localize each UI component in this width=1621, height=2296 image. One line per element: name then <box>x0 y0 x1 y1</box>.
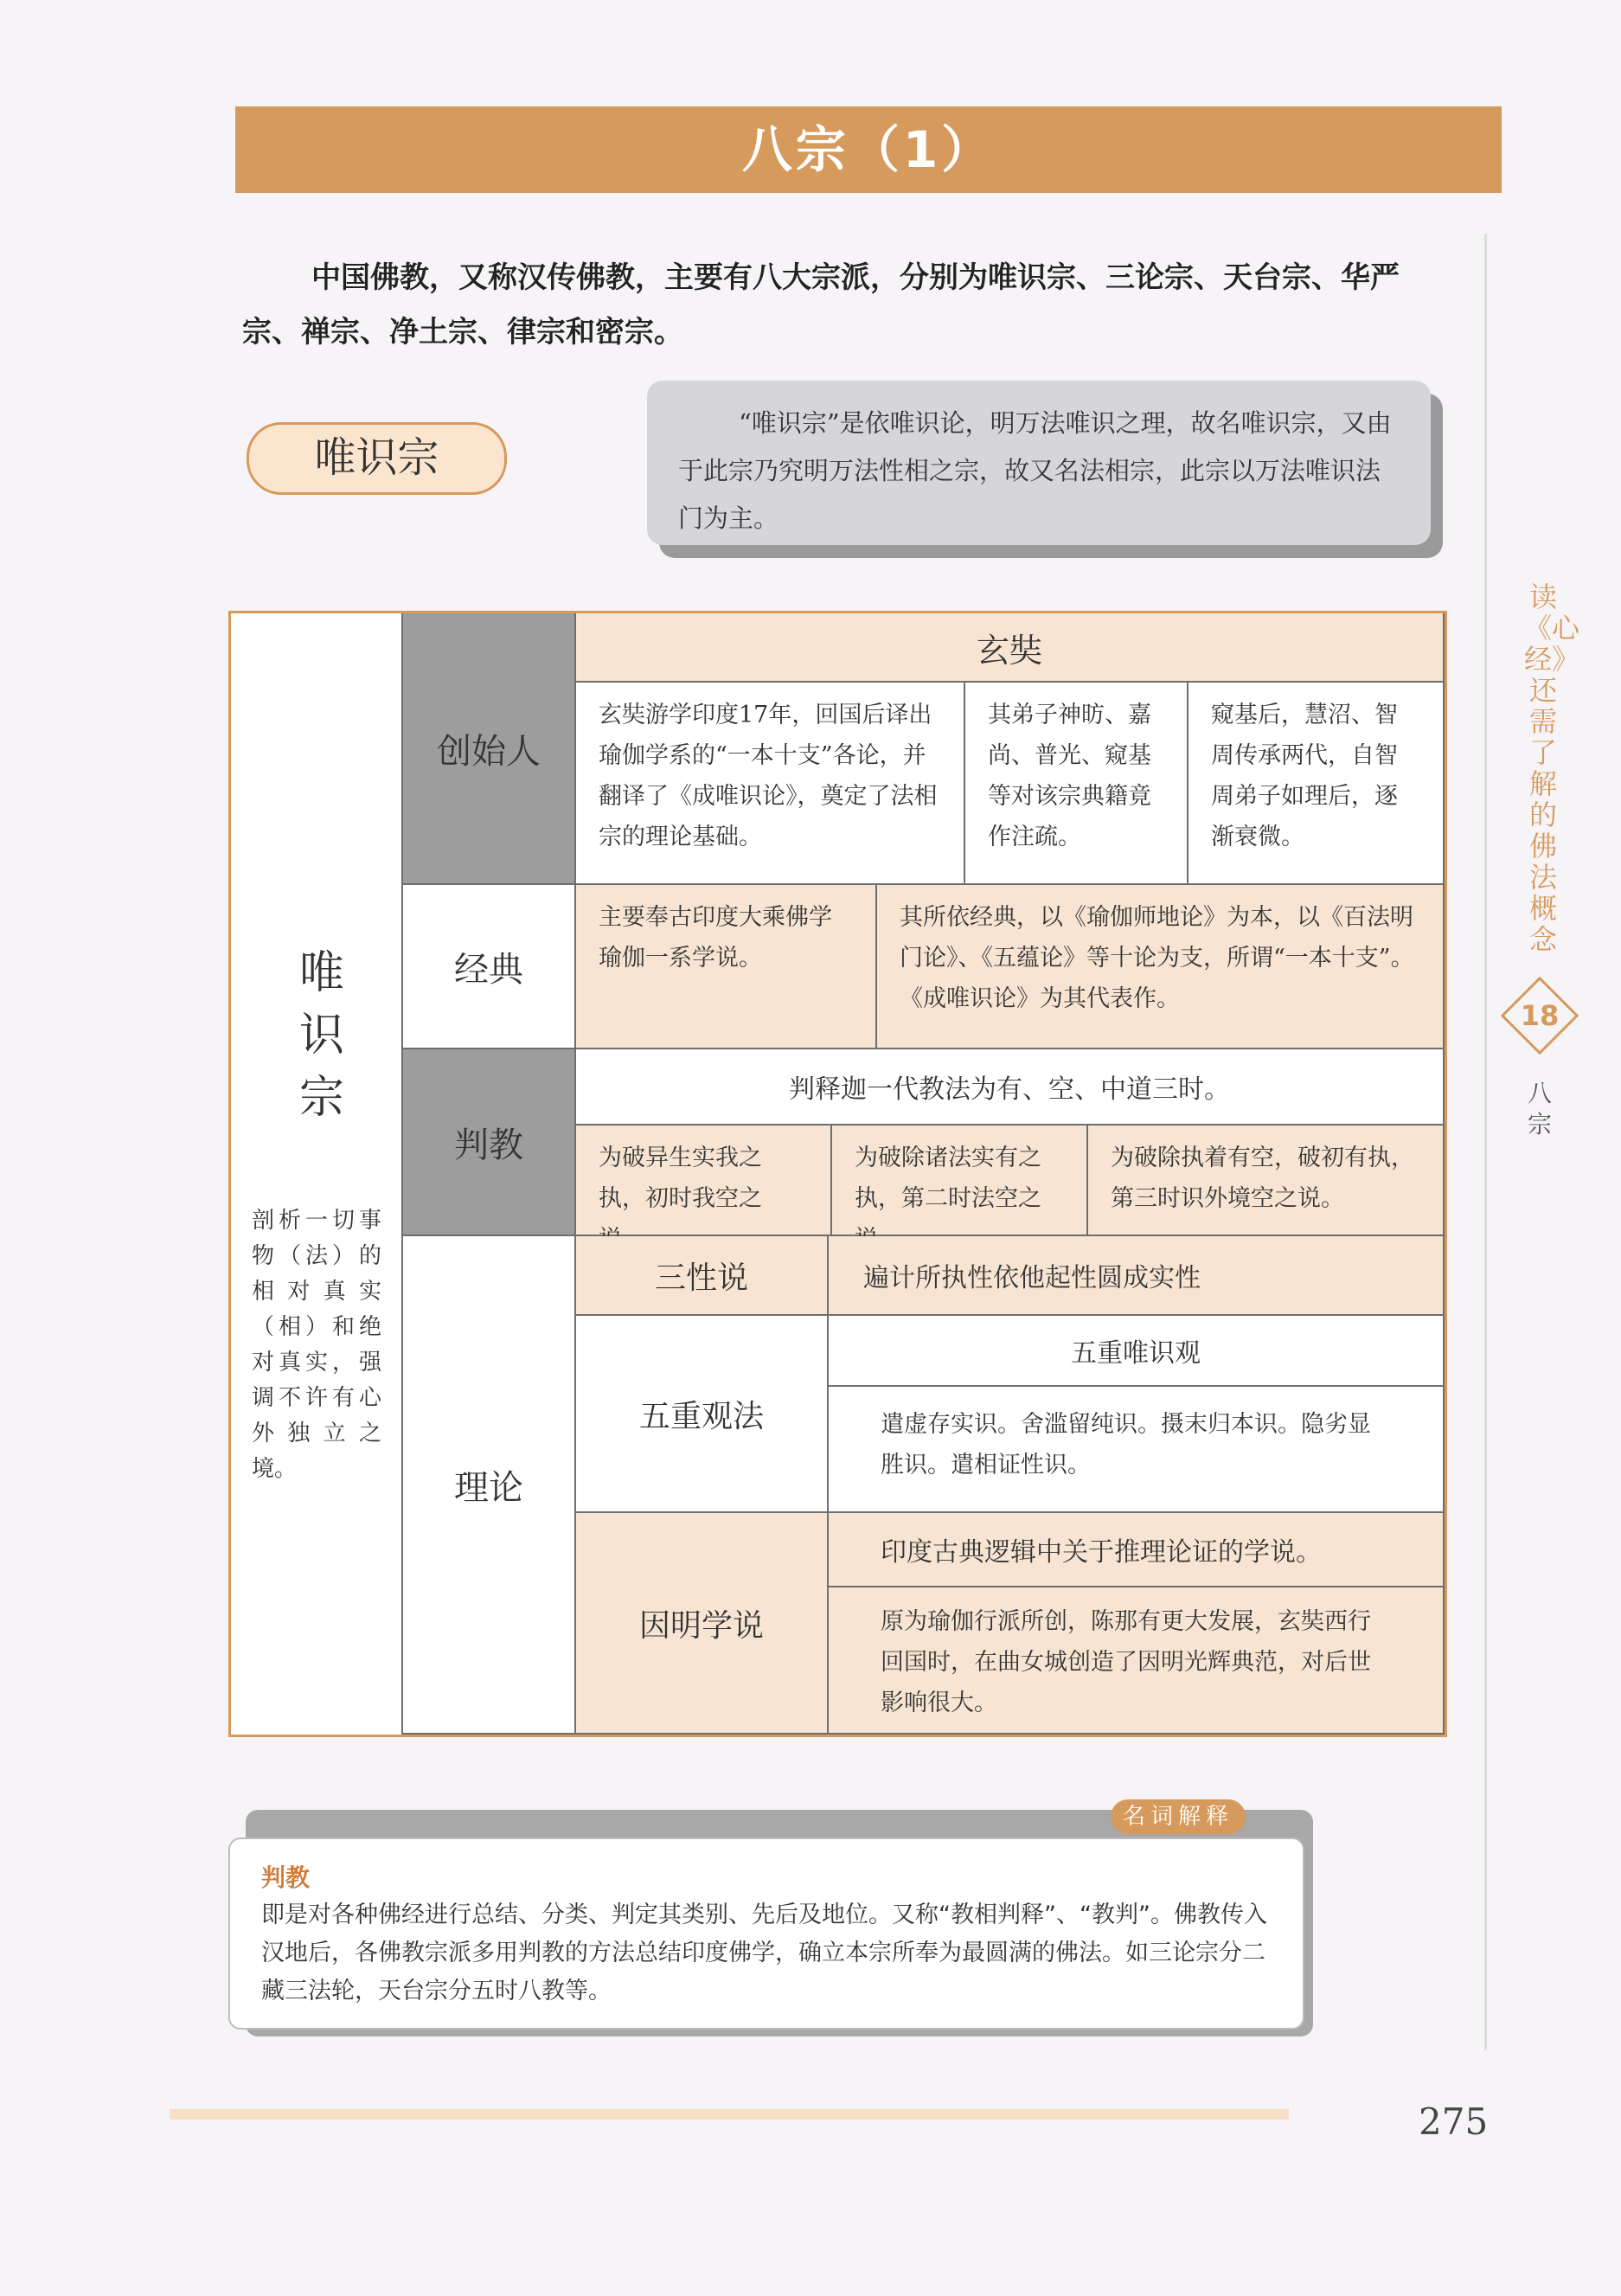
row-header-doctrine: 判教 <box>403 1049 576 1236</box>
glossary-box <box>228 1837 1304 2030</box>
definition-box: “唯识宗”是依唯识论，明万法唯识之理，故名唯识宗，又由于此宗乃究明万法性相之宗，故又名法相宗，此宗以万法唯识法门为主。 <box>647 381 1431 545</box>
school-table <box>228 611 1447 1737</box>
doctrine-col-1: 为破异生实我之执，初时我空之 <box>576 1126 832 1236</box>
row-header-scripture: 经典 <box>403 885 576 1049</box>
hetuvidya-content: 原为瑜伽行派所创，陈那有更大发展，玄奘西行回国时，在曲女城创造了因明光辉典范，对后世影响很大。 <box>829 1587 1445 1735</box>
sidebar-section: 八宗 <box>1527 1079 1552 1138</box>
page-edge-line <box>1484 234 1487 2050</box>
three-natures-content: 遍计所执性依他起性圆成实性 <box>829 1236 1445 1316</box>
doctrine-col-3: 为破除执着有空，破初有执，第三时识外境空之说。 <box>1088 1126 1445 1236</box>
page-number: 275 <box>1419 2100 1489 2143</box>
glossary-term: 判教 <box>261 1863 311 1892</box>
scripture-left: 主要奉古印度大乘佛学瑜伽一系学说。 <box>576 885 877 1049</box>
chapter-number: 18 <box>1520 999 1560 1032</box>
founder-col-3: 窥基后，慧沼、智周传承两代，自智周弟子如理后，逐渐衰微。 <box>1189 683 1445 885</box>
glossary-definition: 即是对各种佛经进行总结、分类、判定其类别、先后及地位。又称“教相判释”、“教判”。佛教传入汉地后，各佛教宗派多用判教的方法总结印度佛学，确立本宗所奉为最圆满的佛法。如三论宗分二藏三法轮，天台宗分五时八教等。 <box>261 1902 1267 2004</box>
founder-col-2: 其弟子神昉、嘉尚、普光、窥基等对该宗典籍竟作注疏。 <box>965 683 1189 885</box>
five-views-content: 遣虚存实识。舍滥留纯识。摄末归本识。隐劣显胜识。遣相证性识。 <box>829 1387 1445 1513</box>
glossary-tag: 名词解释 <box>1111 1799 1246 1834</box>
page-title: 八宗（1） <box>741 120 996 179</box>
sidebar-book-title: 读《心经》还需了解的佛法概念 <box>1524 580 1580 956</box>
three-natures-label: 三性说 <box>576 1236 829 1316</box>
school-description: 剖析一切事物（法）的相对真实（相）和绝对真实，强调不许有心外独立之境。 <box>252 1208 381 1482</box>
five-views-title: 五重唯识观 <box>829 1316 1445 1387</box>
founder-col-1: 玄奘游学印度17年，回国后译出瑜伽学系的“一本十支”各论，并翻译了《成唯识论》，奠定了法相宗的理论基础。 <box>576 683 965 885</box>
hetuvidya-summary: 印度古典逻辑中关于推理论证的学说。 <box>829 1513 1445 1587</box>
row-header-theory: 理论 <box>403 1236 576 1735</box>
section-label: 唯识宗 <box>247 422 507 495</box>
title-banner <box>235 106 1502 193</box>
founder-name: 玄奘 <box>576 613 1445 683</box>
school-name: 唯识宗 <box>298 947 344 1124</box>
doctrine-col-2: 为破除诸法实有之执，第二时法空之 <box>832 1126 1088 1236</box>
doctrine-summary: 判释迦一代教法为有、空、中道三时。 <box>576 1049 1445 1126</box>
footer-rule <box>170 2109 1289 2120</box>
row-header-founder: 创始人 <box>403 613 576 885</box>
five-views-label: 五重观法 <box>576 1316 829 1513</box>
scripture-right: 其所依经典，以《瑜伽师地论》为本，以《百法明门论》、《五蕴论》等十论为支，所谓“一本十支”。《成唯识论》为其代表作。 <box>877 885 1445 1049</box>
hetuvidya-label: 因明学说 <box>576 1513 829 1735</box>
intro-paragraph: 中国佛教，又称汉传佛教，主要有八大宗派，分别为唯识宗、三论宗、天台宗、华严宗、禅宗、净土宗、律宗和密宗。 <box>242 260 1400 350</box>
